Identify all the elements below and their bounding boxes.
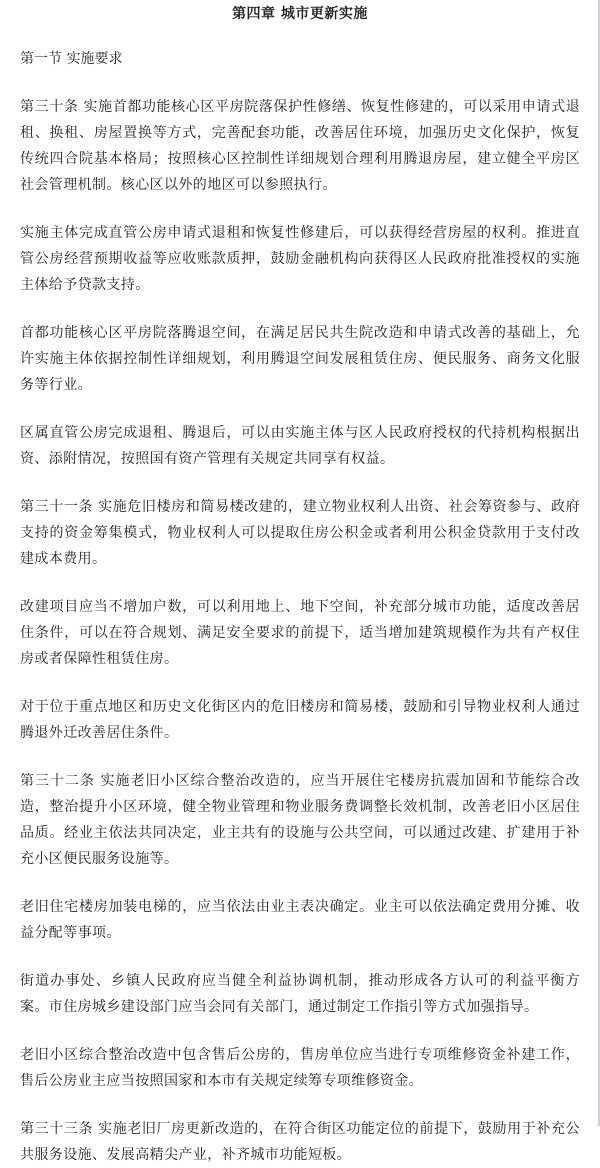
paragraph: 区属直管公房完成退租、腾退后，可以由实施主体与区人民政府授权的代持机构根据出资、添附情况，按照国有资产管理有关规定共同享有权益。 (20, 425, 580, 467)
section-title: 第一节 实施要求 (20, 51, 123, 67)
paragraph: 首都功能核心区平房院落腾退空间，在满足居民共生院改造和申请式改善的基础上，允许实施主体依据控制性详细规划，利用腾退空间发展租赁住房、便民服务、商务文化服务等行业。 (20, 325, 580, 393)
paragraph: 老旧小区综合整治改造中包含售后公房的，售房单位应当进行专项维修资金补建工作，售后公房业主应当按照国家和本市有关规定续筹专项维修资金。 (20, 1047, 580, 1089)
paragraph: 对于位于重点地区和历史文化街区内的危旧楼房和简易楼，鼓励和引导物业权利人通过腾退外迁改善居住条件。 (20, 699, 580, 741)
document-body (20, 0, 580, 1168)
paragraph-article-31: 第三十一条 实施危旧楼房和简易楼改建的，建立物业权利人出资、社会筹资参与、政府支持的资金筹集模式，物业权利人可以提取住房公积金或者利用公积金贷款用于支付改建成本费用。 (20, 499, 580, 567)
paragraph: 实施主体完成直管公房申请式退租和恢复性修建后，可以获得经营房屋的权利。推进直管公房经营预期收益等应收账款质押，鼓励金融机构向获得区人民政府批准授权的实施主体给予贷款支持。 (20, 225, 580, 293)
paragraph-article-32: 第三十二条 实施老旧小区综合整治改造的，应当开展住宅楼房抗震加固和节能综合改造，整治提升小区环境，健全物业管理和物业服务费调整长效机制，改善老旧小区居住品质。经业主依法共同决定，业主共有的设施与公共空间，可以通过改建、扩建用于补充小区便民服务设施等。 (20, 773, 580, 867)
chapter-title: 第四章 城市更新实施 (232, 6, 368, 22)
paragraph-article-33: 第三十三条 实施老旧厂房更新改造的，在符合街区功能定位的前提下，鼓励用于补充公共服务设施、发展高精尖产业，补齐城市功能短板。 (20, 1121, 580, 1163)
paragraph-article-30: 第三十条 实施首都功能核心区平房院落保护性修缮、恢复性修建的，可以采用申请式退租、换租、房屋置换等方式，完善配套功能，改善居住环境，加强历史文化保护，恢复传统四合院基本格局；按照核心区控制性详细规划合理利用腾退房屋，建立健全平房区社会管理机制。核心区以外的地区可以参照执行。 (20, 99, 580, 193)
paragraph: 改建项目应当不增加户数，可以利用地上、地下空间，补充部分城市功能，适度改善居住条件，可以在符合规划、满足安全要求的前提下，适当增加建筑规模作为共有产权住房或者保障性租赁住房。 (20, 599, 580, 667)
paragraph: 老旧住宅楼房加装电梯的，应当依法由业主表决确定。业主可以依法确定费用分摊、收益分配等事项。 (20, 899, 580, 941)
paragraph: 街道办事处、乡镇人民政府应当健全利益协调机制，推动形成各方认可的利益平衡方案。市住房城乡建设部门应当会同有关部门，通过制定工作指引等方式加强指导。 (20, 973, 580, 1015)
